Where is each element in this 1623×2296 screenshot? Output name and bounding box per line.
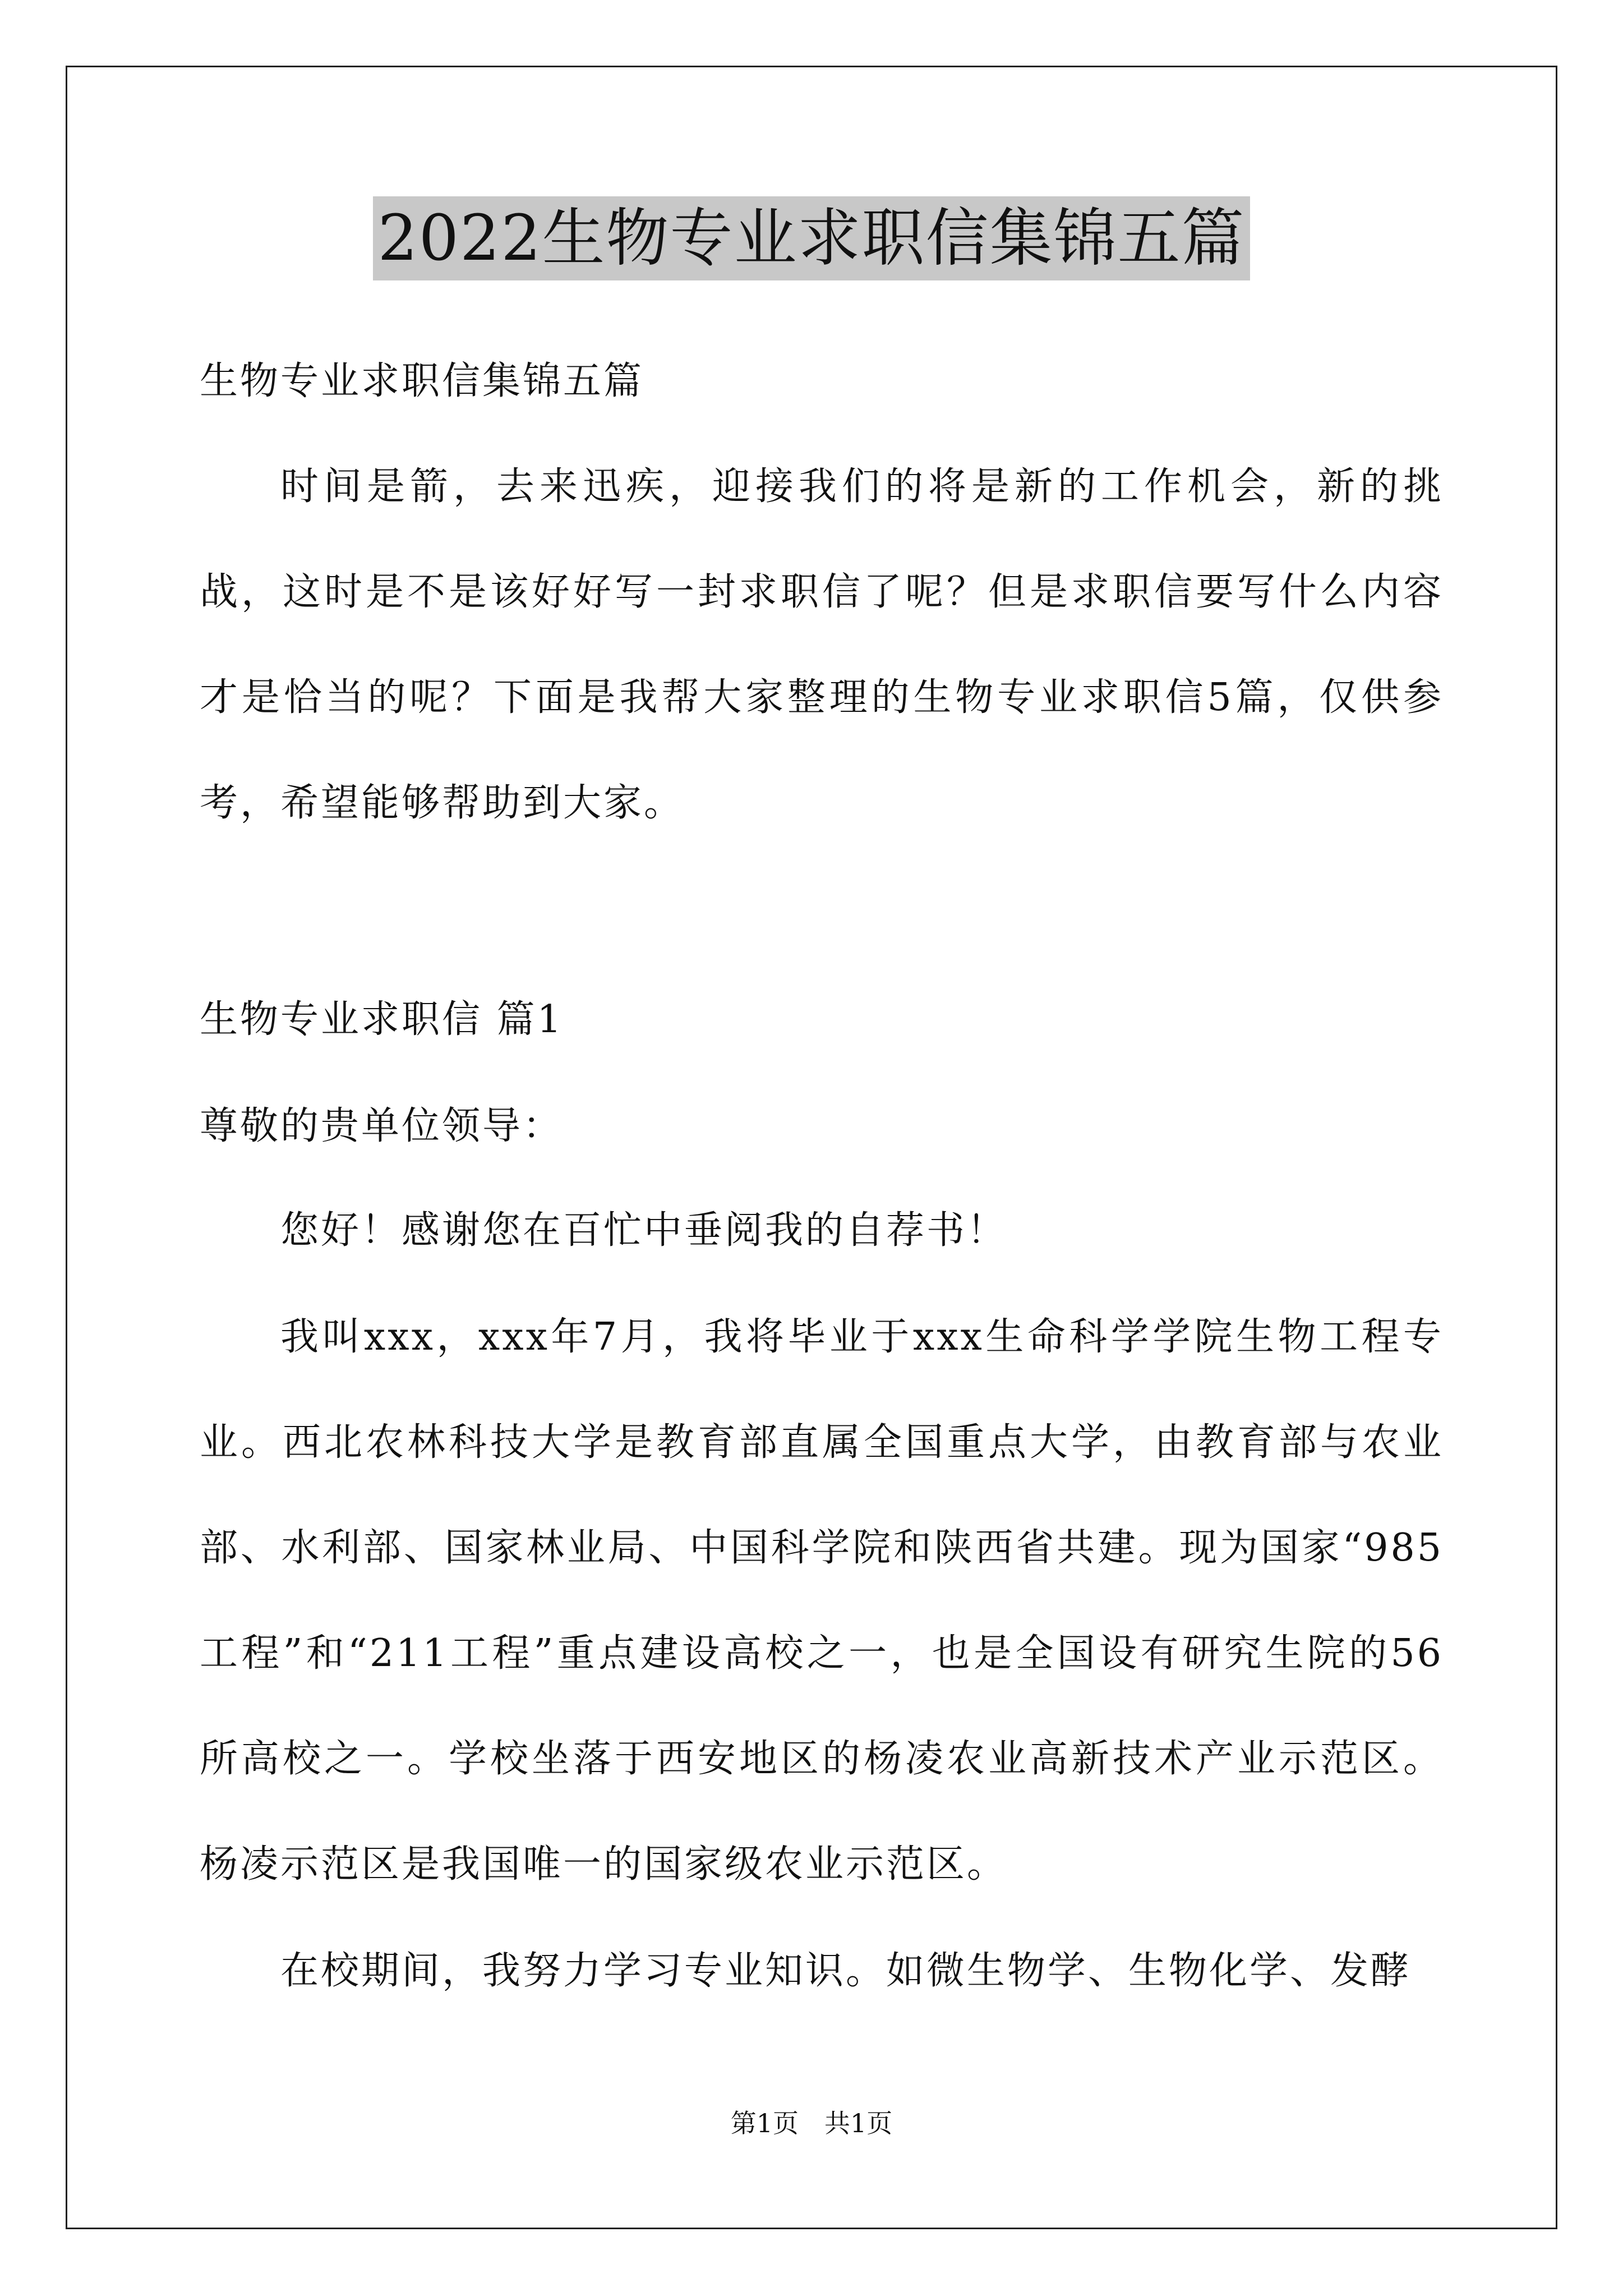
page-footer: 第1页 共1页 (730, 2108, 893, 2138)
body-paragraph-1: 我叫xxx，xxx年7月，我将毕业于xxx生命科学学院生物工程专业。西北农林科技大学是教育部直属全国重点大学，由教育部与农业部、水利部、国家林业局、中国科学院和陕西省共建。现为国家“985工程”和“211工程”重点建设高校之一，也是全国设有研究生院的56所高校之一。学校坐落于西安地区的杨凌农业高新技术产业示范区。杨凌示范区是我国唯一的国家级农业示范区。 (200, 1315, 1444, 1887)
intro-paragraph: 时间是箭，去来迅疾，迎接我们的将是新的工作机会，新的挑战，这时是不是该好好写一封求职信了呢？但是求职信要写什么内容才是恰当的呢？下面是我帮大家整理的生物专业求职信5篇，仅供参考，希望能够帮助到大家。 (200, 464, 1444, 825)
salutation: 尊敬的贵单位领导： (200, 1104, 564, 1148)
document-title: 2022生物专业求职信集锦五篇 (373, 196, 1249, 280)
body-paragraph-2: 在校期间，我努力学习专业知识。如微生物学、生物化学、发酵 (280, 1949, 1412, 1993)
document-subtitle: 生物专业求职信集锦五篇 (200, 359, 644, 403)
greeting-paragraph: 您好！感谢您在百忙中垂阅我的自荐书！ (280, 1208, 1008, 1253)
title-container (0, 196, 1623, 280)
section-heading: 生物专业求职信 篇1 (200, 997, 564, 1042)
